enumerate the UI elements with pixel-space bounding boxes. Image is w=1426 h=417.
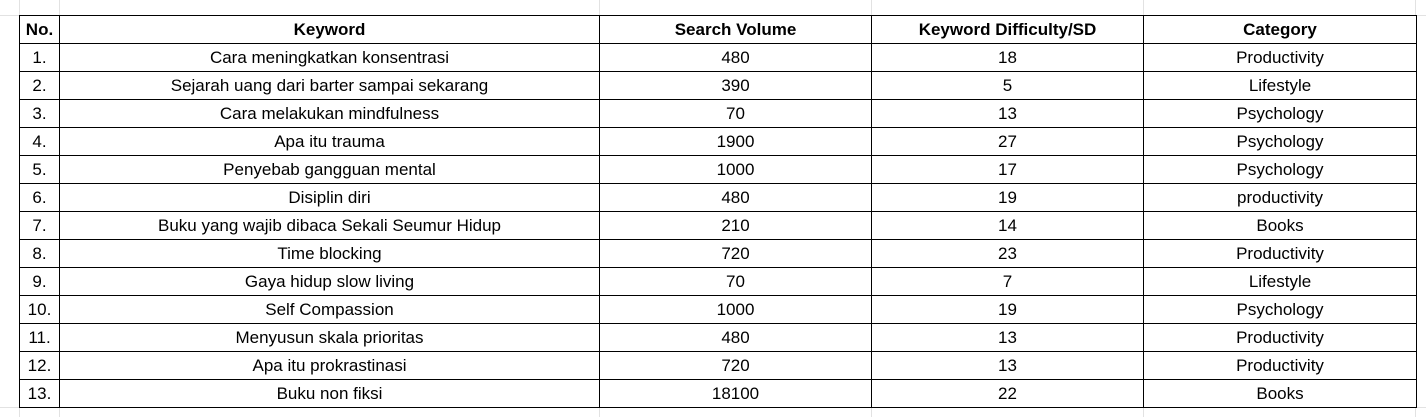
cell-search-volume[interactable]: 720: [600, 352, 872, 380]
cell-keyword[interactable]: Time blocking: [60, 240, 600, 268]
cell-search-volume[interactable]: 480: [600, 324, 872, 352]
cell-search-volume[interactable]: 18100: [600, 380, 872, 408]
cell-keyword[interactable]: Cara meningkatkan konsentrasi: [60, 44, 600, 72]
cell-keyword[interactable]: Disiplin diri: [60, 184, 600, 212]
cell-keyword-difficulty[interactable]: 22: [872, 380, 1144, 408]
cell-keyword[interactable]: Apa itu trauma: [60, 128, 600, 156]
cell-category[interactable]: Lifestyle: [1144, 268, 1417, 296]
cell-no[interactable]: 1.: [20, 44, 60, 72]
table-row: [20, 44, 1417, 72]
cell-keyword-difficulty[interactable]: 7: [872, 268, 1144, 296]
cell-search-volume[interactable]: 70: [600, 268, 872, 296]
cell-keyword-difficulty[interactable]: 17: [872, 156, 1144, 184]
cell-keyword-difficulty[interactable]: 19: [872, 184, 1144, 212]
cell-search-volume[interactable]: 70: [600, 100, 872, 128]
cell-no[interactable]: 10.: [20, 296, 60, 324]
cell-category[interactable]: Psychology: [1144, 296, 1417, 324]
cell-search-volume[interactable]: 480: [600, 44, 872, 72]
table-row: [20, 212, 1417, 240]
cell-no[interactable]: 8.: [20, 240, 60, 268]
cell-keyword-difficulty[interactable]: 27: [872, 128, 1144, 156]
header-category[interactable]: Category: [1144, 16, 1417, 44]
table-row: [20, 100, 1417, 128]
table-row: [20, 72, 1417, 100]
cell-no[interactable]: 6.: [20, 184, 60, 212]
cell-no[interactable]: 9.: [20, 268, 60, 296]
cell-keyword-difficulty[interactable]: 18: [872, 44, 1144, 72]
cell-no[interactable]: 7.: [20, 212, 60, 240]
cell-keyword[interactable]: Menyusun skala prioritas: [60, 324, 600, 352]
cell-search-volume[interactable]: 210: [600, 212, 872, 240]
cell-no[interactable]: 12.: [20, 352, 60, 380]
table-row: [20, 352, 1417, 380]
cell-keyword-difficulty[interactable]: 5: [872, 72, 1144, 100]
cell-category[interactable]: Productivity: [1144, 240, 1417, 268]
table-row: [20, 296, 1417, 324]
cell-keyword[interactable]: Gaya hidup slow living: [60, 268, 600, 296]
cell-category[interactable]: Psychology: [1144, 100, 1417, 128]
cell-category[interactable]: Books: [1144, 380, 1417, 408]
cell-keyword-difficulty[interactable]: 13: [872, 324, 1144, 352]
cell-category[interactable]: Books: [1144, 212, 1417, 240]
cell-keyword[interactable]: Buku non fiksi: [60, 380, 600, 408]
cell-category[interactable]: Psychology: [1144, 128, 1417, 156]
table-body: [20, 44, 1417, 408]
header-search-volume[interactable]: Search Volume: [600, 16, 872, 44]
table-row: [20, 268, 1417, 296]
cell-category[interactable]: Lifestyle: [1144, 72, 1417, 100]
table-row: [20, 324, 1417, 352]
cell-no[interactable]: 3.: [20, 100, 60, 128]
cell-search-volume[interactable]: 1000: [600, 296, 872, 324]
cell-no[interactable]: 13.: [20, 380, 60, 408]
cell-search-volume[interactable]: 1000: [600, 156, 872, 184]
cell-category[interactable]: Productivity: [1144, 352, 1417, 380]
cell-keyword[interactable]: Sejarah uang dari barter sampai sekarang: [60, 72, 600, 100]
cell-category[interactable]: productivity: [1144, 184, 1417, 212]
cell-search-volume[interactable]: 390: [600, 72, 872, 100]
cell-keyword-difficulty[interactable]: 23: [872, 240, 1144, 268]
cell-keyword[interactable]: Buku yang wajib dibaca Sekali Seumur Hidup: [60, 212, 600, 240]
table-row: [20, 156, 1417, 184]
cell-keyword[interactable]: Apa itu prokrastinasi: [60, 352, 600, 380]
header-row: [20, 16, 1417, 44]
cell-search-volume[interactable]: 1900: [600, 128, 872, 156]
cell-no[interactable]: 4.: [20, 128, 60, 156]
cell-search-volume[interactable]: 720: [600, 240, 872, 268]
cell-no[interactable]: 11.: [20, 324, 60, 352]
header-keyword[interactable]: Keyword: [60, 16, 600, 44]
cell-category[interactable]: Psychology: [1144, 156, 1417, 184]
cell-category[interactable]: Productivity: [1144, 324, 1417, 352]
cell-keyword[interactable]: Cara melakukan mindfulness: [60, 100, 600, 128]
cell-search-volume[interactable]: 480: [600, 184, 872, 212]
cell-keyword-difficulty[interactable]: 14: [872, 212, 1144, 240]
header-no[interactable]: No.: [20, 16, 60, 44]
cell-keyword[interactable]: Penyebab gangguan mental: [60, 156, 600, 184]
table-row: [20, 240, 1417, 268]
table-row: [20, 380, 1417, 408]
cell-keyword-difficulty[interactable]: 13: [872, 352, 1144, 380]
cell-keyword-difficulty[interactable]: 13: [872, 100, 1144, 128]
table-row: [20, 184, 1417, 212]
cell-no[interactable]: 2.: [20, 72, 60, 100]
cell-keyword[interactable]: Self Compassion: [60, 296, 600, 324]
cell-category[interactable]: Productivity: [1144, 44, 1417, 72]
header-keyword-difficulty[interactable]: Keyword Difficulty/SD: [872, 16, 1144, 44]
cell-keyword-difficulty[interactable]: 19: [872, 296, 1144, 324]
cell-no[interactable]: 5.: [20, 156, 60, 184]
keyword-table: [19, 15, 1417, 408]
table-row: [20, 128, 1417, 156]
